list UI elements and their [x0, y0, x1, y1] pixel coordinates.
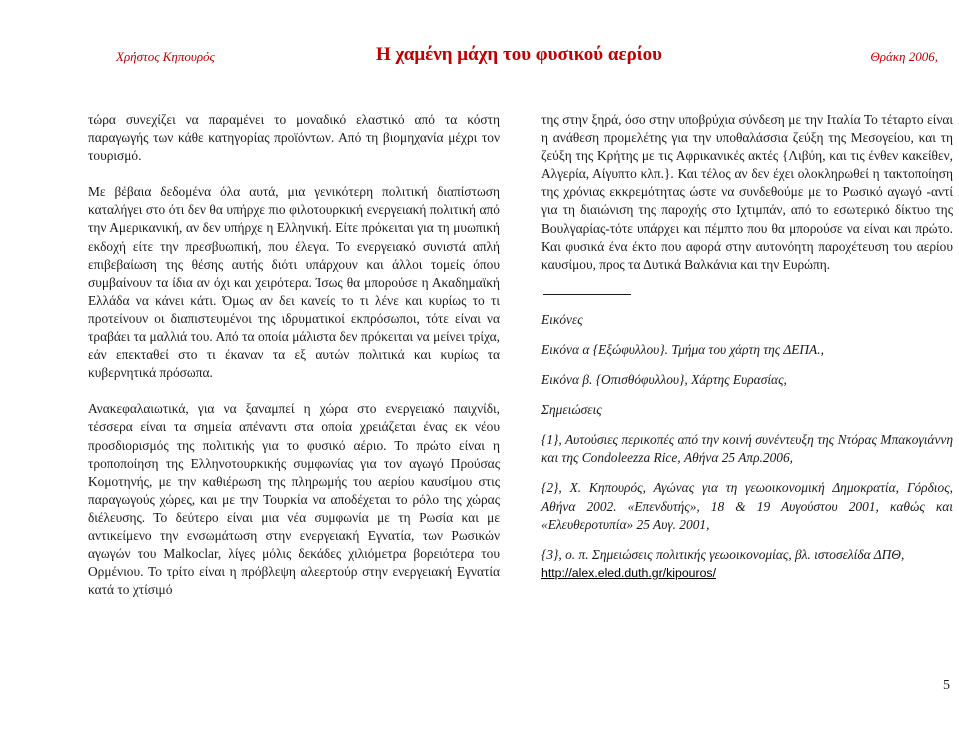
page-header [98, 44, 940, 70]
left-paragraph-3: Ανακεφαλαιωτικά, για να ξαναμπεί η χώρα στο ενεργειακό παιχνίδι, τέσσερα είναι τα σημεία απέναντι στα οποία χρειάζεται ένας εκ νέου προσδιορισμός της πολιτικής για το φυσικό αέριο. Το πρώτο είναι η τροποποίηση της Ελληνοτουρκικής συμφωνίας για τον αγωγό Προύσας Κομοτηνής, με την καθιέρωση της πληρωμής του αερίου καυσίμου στις παραγωγούς χώρες, και με την Τουρκία να αποδέχεται το ρόλο της χώρας διέλευσης. Το δεύτερο είναι μια νέα συμφωνία με τη Ρωσία και με αντικείμενο την ενσωμάτωση στην ενεργειακή Εγνατία, των Ρωσικών αγωγών του Malkoclar, λίγες μόλις δεκάδες χιλιόμετρα βορειότερα του Ορμένιου. Το τρίτο είναι η πρόβλεψη αλεερτούρ στην ενεργειακή Εγνατία κατά το χτίσιμό [88, 401, 500, 598]
image-b-caption: Εικόνα β. {Οπισθόφυλλου}, Χάρτης Ευρασίας, [541, 372, 787, 388]
images-heading: Εικόνες [541, 311, 583, 327]
note-2: {2}, Χ. Κηπουρός, Αγώνας για τη γεωοικονομική Δημοκρατία, Γόρδιος, Αθήνα 2002. «Επενδυτής», 18 & 19 Αυγούστου 2001, καθώς και «Ελευθεροτυπία» 25 Αυγ. 2001, [541, 480, 953, 532]
note-1: {1}, Αυτούσιες περικοπές από την κοινή συνέντευξη της Ντόρας Μπακογιάννη και της Condoleezza Rice, Αθήνα 25 Απρ.2006, [541, 432, 953, 466]
image-a-caption: Εικόνα α {Εξώφυλλου}. Τμήμα του χάρτη της ΔΕΠΑ., [541, 341, 824, 357]
header-author: Χρήστος Κηπουρός [116, 49, 215, 64]
note-3-link[interactable]: http://alex.eled.duth.gr/kipouros/ [541, 565, 716, 580]
right-column [541, 111, 953, 582]
left-paragraph-2: Με βέβαια δεδομένα όλα αυτά, μια γενικότερη πολιτική διαπίστωση καταλήγει στο ότι δεν θα υπήρχε πιο φιλοτουρκική ενεργειακή πολιτική από την Αμερικανική, αν δεν υπήρχε η Ελληνική. Είτε πρόκειται για τη μυωπική εκδοχή είτε την πρεσβυωπική, που έλεγα. Το ενεργειακό συνιστά απλή επιβεβαίωση της θέσης αυτής διότι υπάρχουν και άλλοι τομείς όπου συμβαίνουν τα ίδια αν όχι και χειρότερα. Ίσως θα μπορούσε η Ακαδημαϊκή Ελλάδα να κάνει κάτι. Όμως αν δει κανείς το τι λένε και κυρίως το τι προτείνουν οι διαπιστευμένοι της ιδρυματικοί εκπρόσωποι, τότε είναι να τραβάει τα μαλλιά του. Από τα οποία μάλιστα δεν πρόκειται να μείνει τρίχα, εάν επεκταθεί στο τι έκαναν τα εξ αυτών πολιτικά και κυρίως τα κυβερνητικά πρόσωπα. [88, 184, 500, 381]
header-date: Θράκη 2006, [870, 49, 938, 64]
page-number: 5 [943, 678, 950, 693]
left-paragraph-1: τώρα συνεχίζει να παραμένει το μοναδικό ελαστικό από τα κόστη παραγωγής των κάθε κατηγορίας προϊόντων. Από τη βιομηχανία μέχρι τον τουρισμό. [88, 112, 500, 164]
notes-heading: Σημειώσεις [541, 402, 602, 418]
footnote-separator [543, 294, 631, 295]
header-title: Η χαμένη μάχη του φυσικού αερίου [375, 44, 663, 65]
note-3-text: {3}, ο. π. Σημειώσεις πολιτικής γεωοικονομίας, βλ. ιστοσελίδα ΔΠΘ, [541, 546, 905, 562]
note-3 [541, 546, 953, 582]
left-column [88, 111, 500, 617]
right-paragraph-1: της στην ξηρά, όσο στην υποβρύχια σύνδεση με την Ιταλία Το τέταρτο είναι η ανάθεση προμελέτης για την υποθαλάσσια ζεύξη της Μεσογείου, και τη ζεύξη της Κρήτης με τις Αφρικανικές ακτές {Λιβύη, και τις ένθεν κακείθεν, Αλγερία, Αίγυπτο κλπ.}. Και τέλος αν δεν έχει ολοκληρωθεί η τακτοποίηση της χρόνιας εκκρεμότητας ώστε να συνδεθούμε με το Ρωσικό αγωγό -αντί για τη διαιώνιση της παροχής στο Ιχτιμπάν, από το εσωτερικό δίκτυο της Βουλγαρίας-τότε υπάρχει και πέμπτο που θα μπορούσε να είναι και πρώτο. Και φυσικά ένα έκτο που αφορά στην αυτονόητη παροχέτευση του αερίου καυσίμου, προς τα Δυτικά Βαλκάνια και την Ευρώπη. [541, 112, 953, 272]
